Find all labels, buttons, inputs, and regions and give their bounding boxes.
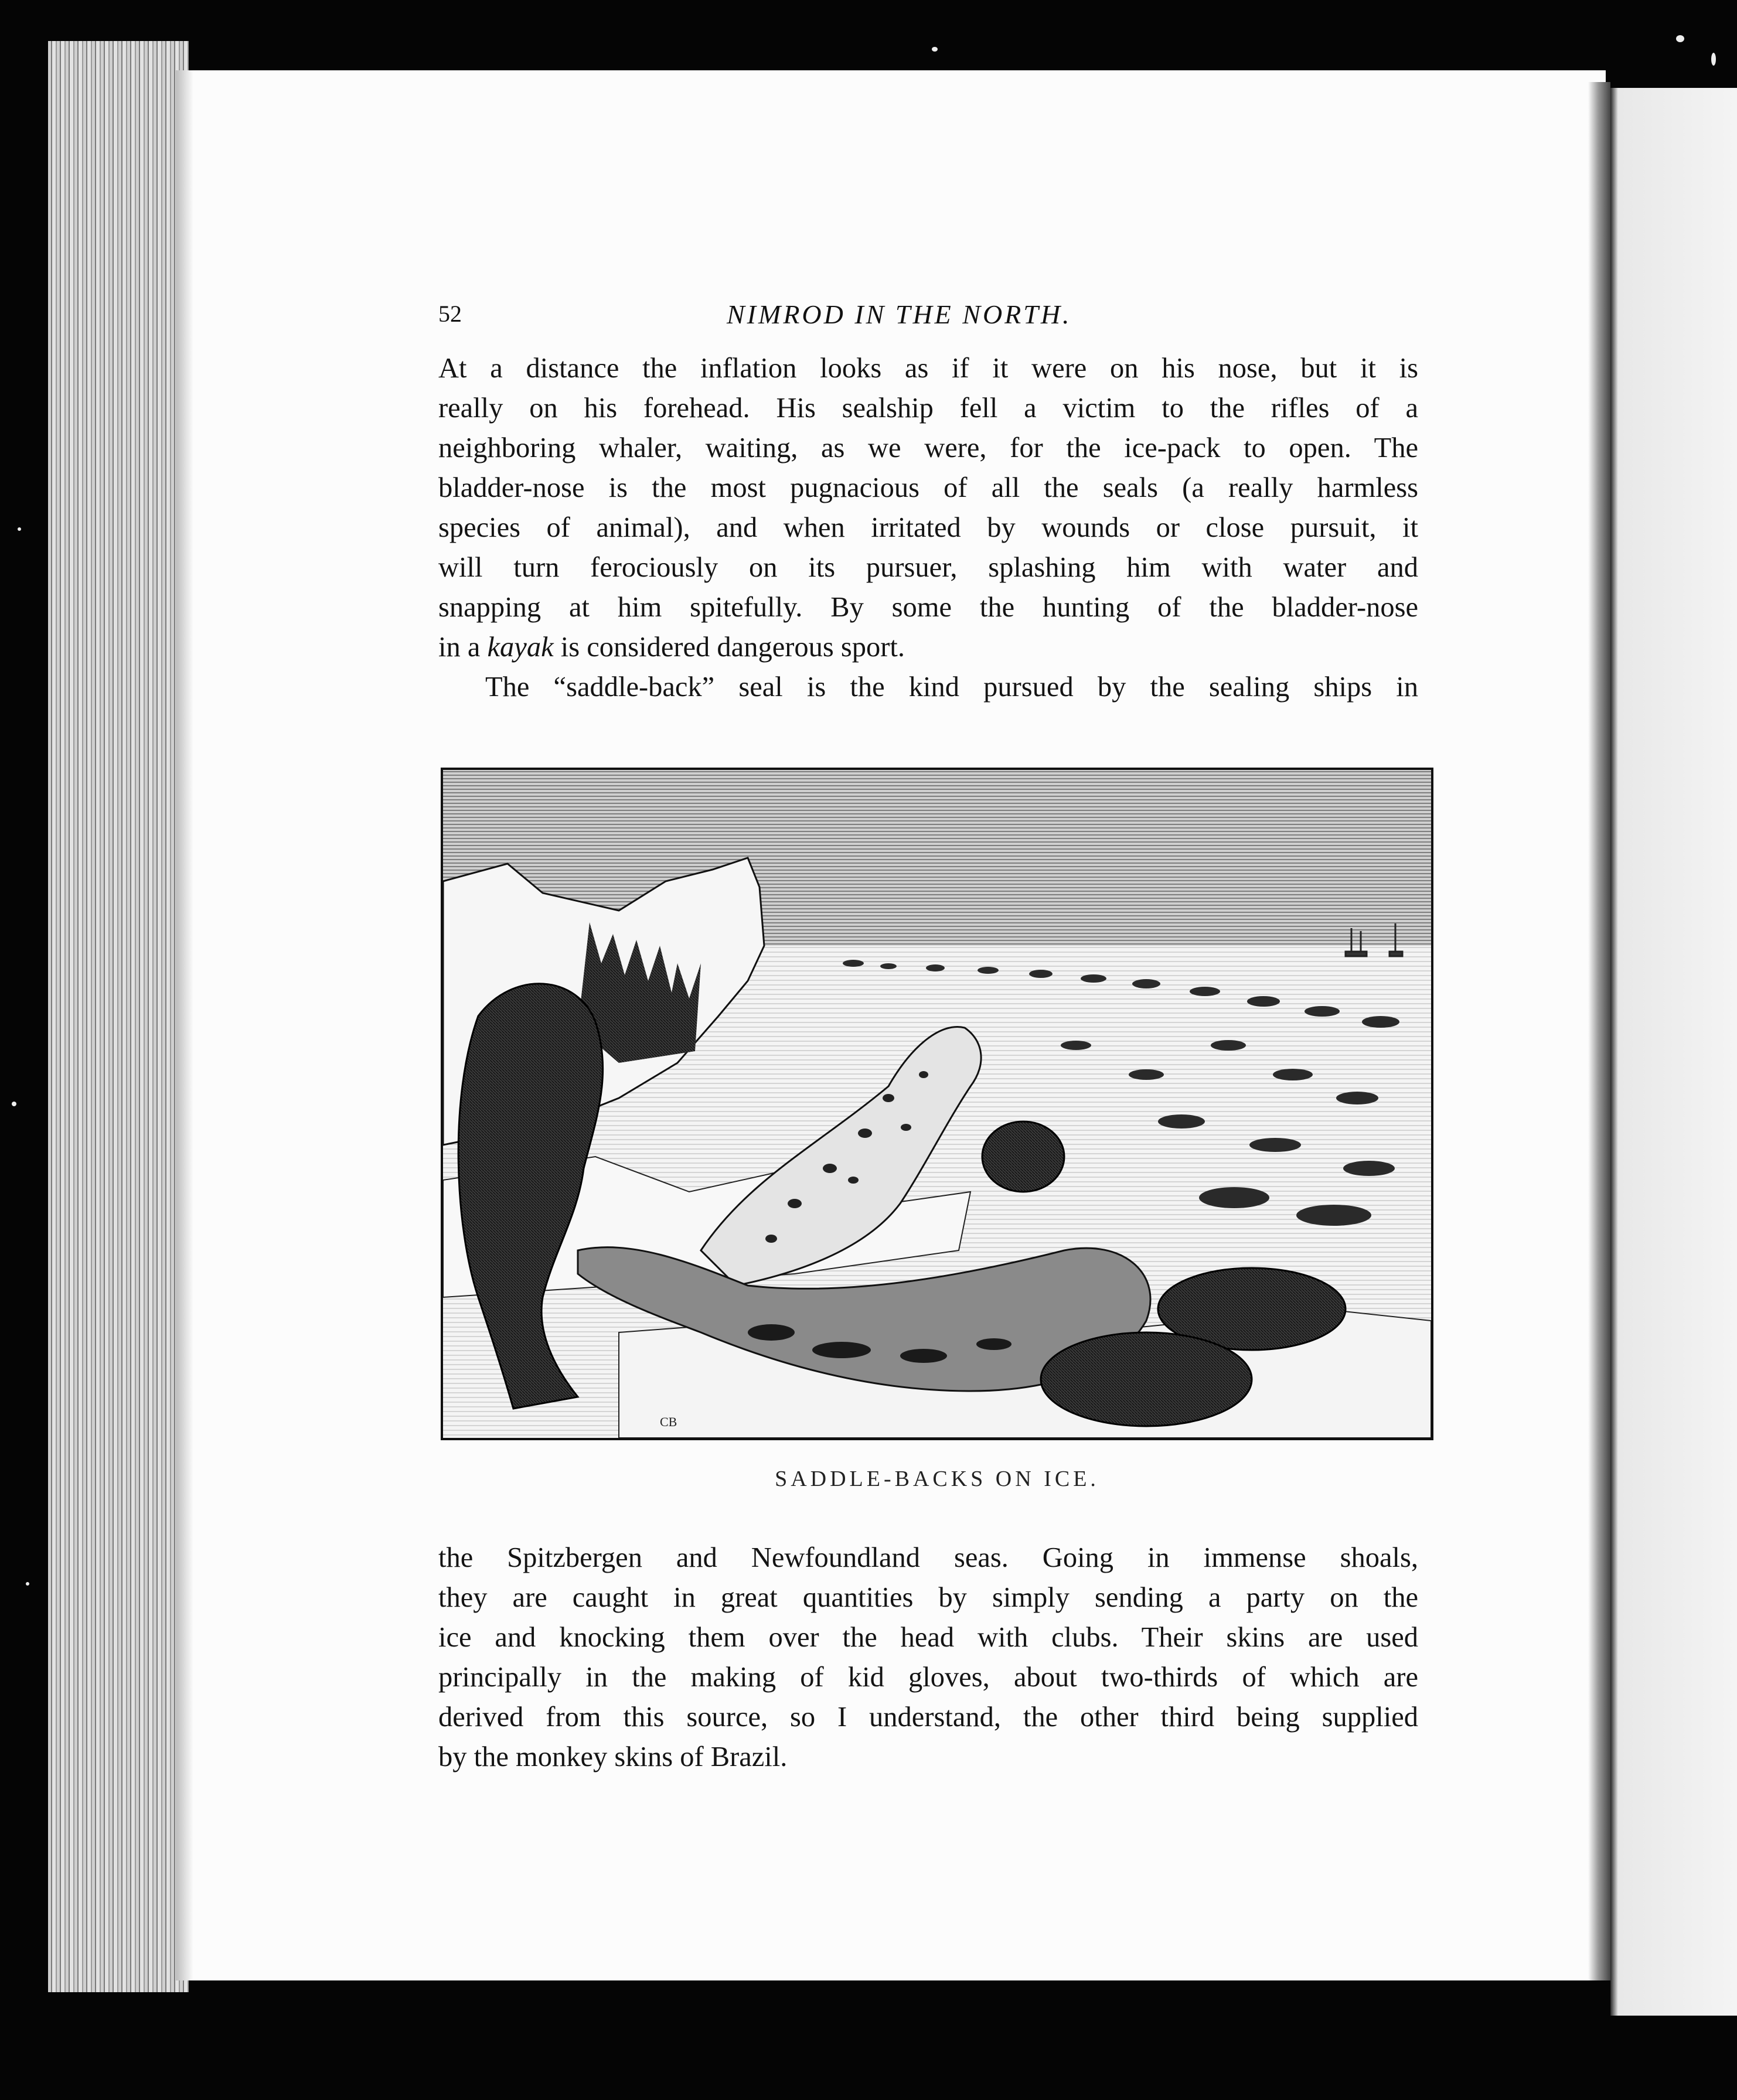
text-line: they are caught in great quantities by simply sending a party on the — [438, 1582, 1418, 1613]
book-gutter — [1588, 82, 1610, 1980]
running-title: NIMROD IN THE NORTH. — [727, 299, 1072, 329]
text-line: derived from this source, so I understand, the other third being supplied — [438, 1702, 1418, 1733]
text-line: The “saddle-back” seal is the kind pursued by the sealing ships in — [485, 671, 1418, 703]
text-line: snapping at him spitefully. By some the hunting of the bladder-nose — [438, 592, 1418, 623]
dust-speck — [18, 527, 21, 531]
figure-caption: SADDLE-BACKS ON ICE. — [775, 1467, 1099, 1491]
engraving-saddle-backs-on-ice — [441, 768, 1433, 1440]
text-fragment: in a — [438, 632, 488, 663]
seal-group — [1041, 1332, 1252, 1426]
page-edge-shadow — [176, 70, 193, 1980]
artist-signature: CB — [660, 1414, 677, 1429]
text-line: principally in the making of kid gloves, about two-thirds of which are — [438, 1662, 1418, 1693]
text-line: species of animal), and when irritated by wounds or close pursuit, it — [438, 512, 1418, 543]
text-line: will turn ferociously on its pursuer, splashing him with water and — [438, 552, 1418, 583]
paragraph-before-figure — [438, 349, 1418, 707]
engraving-illustration — [443, 770, 1431, 1438]
dust-speck — [932, 47, 938, 52]
dust-speck — [26, 1582, 29, 1586]
dust-speck — [1676, 35, 1684, 42]
text-line: the Spitzbergen and Newfoundland seas. Going in immense shoals, — [438, 1542, 1418, 1573]
italic-word: kayak — [487, 632, 554, 663]
text-line: really on his forehead. His sealship fell a victim to the rifles of a — [438, 393, 1418, 424]
text-line: bladder-nose is the most pugnacious of all the seals (a really harmless — [438, 472, 1418, 503]
text-fragment: is considered dangerous sport. — [553, 632, 905, 663]
text-line: neighboring whaler, waiting, as we were, for the ice-pack to open. The — [438, 432, 1418, 463]
text-line — [438, 628, 1418, 667]
facing-page — [1610, 88, 1737, 2016]
text-line: by the monkey skins of Brazil. — [438, 1741, 788, 1772]
paragraph-after-figure — [438, 1538, 1418, 1777]
book-page-edges — [48, 41, 189, 1992]
text-line: At a distance the inflation looks as if it were on his nose, but it is — [438, 353, 1418, 384]
text-line: ice and knocking them over the head with clubs. Their skins are used — [438, 1622, 1418, 1653]
dust-speck — [1711, 53, 1716, 66]
page-number: 52 — [438, 301, 462, 327]
small-seal — [982, 1121, 1064, 1192]
dust-speck — [12, 1102, 16, 1106]
